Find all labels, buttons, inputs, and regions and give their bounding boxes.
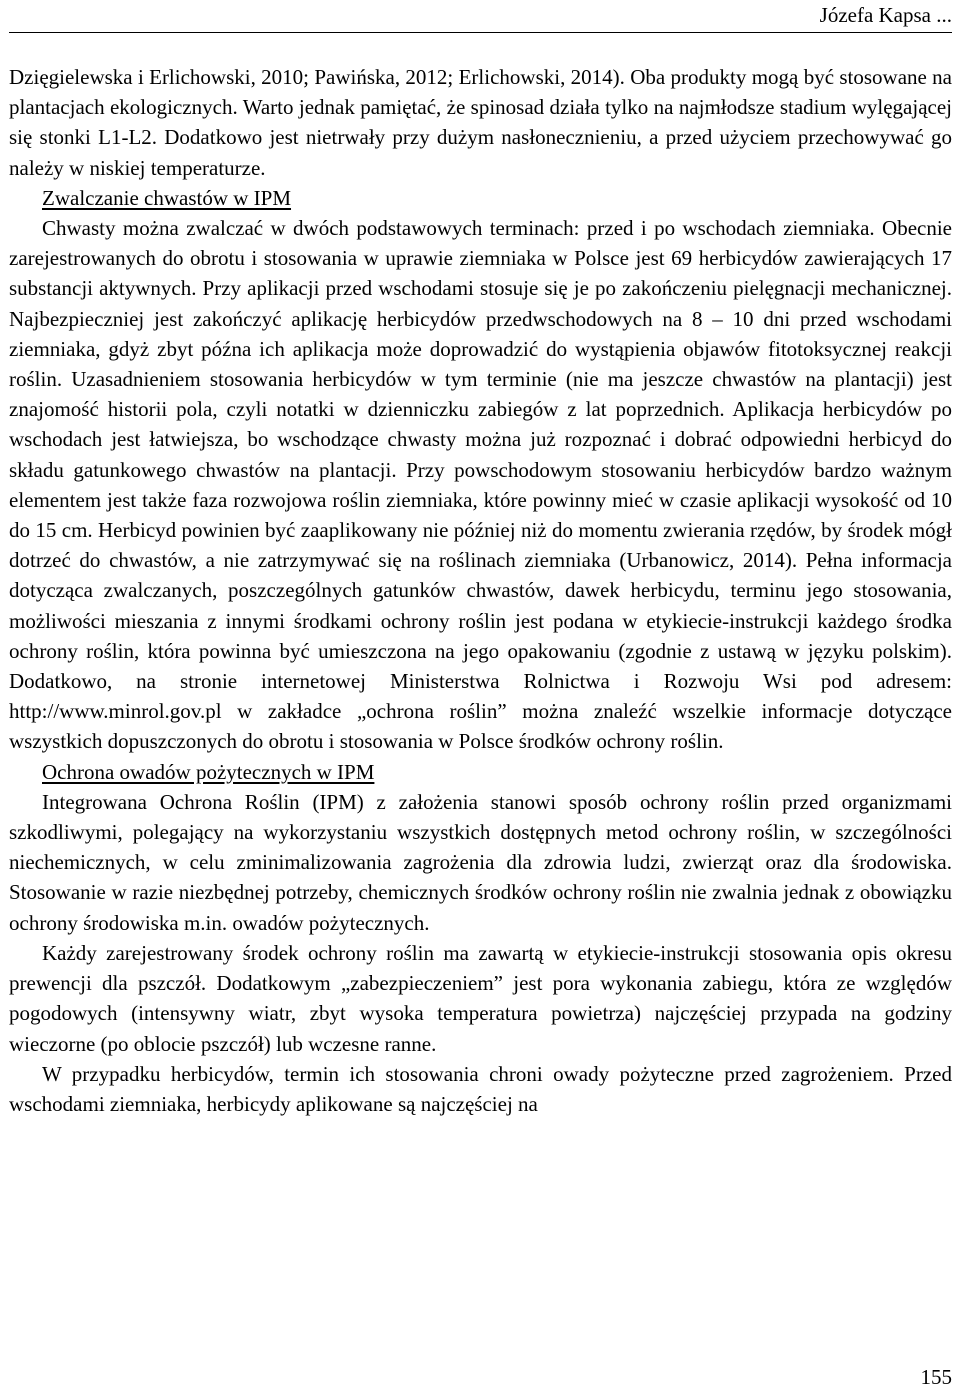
running-header: Józefa Kapsa ... xyxy=(819,3,952,27)
paragraph-weed-control: Chwasty można zwalczać w dwóch podstawowych terminach: przed i po wschodach ziemniaka. Obecnie zarejestrowanych do obrotu i stosowania w uprawie ziemniaka w Polsce jest 69 herbicydów zawierających 17 substancji aktywnych. Przy aplikacji przed wschodami stosuje się je po zakończeniu pielęgnacji mechanicznej. Najbezpieczniej jest zakończyć aplikację herbicydów przedwschodowych na 8 – 10 dni przed wschodami ziemniaka, gdyż zbyt późna ich aplikacja może doprowadzić do wystąpienia objawów fitotoksycznej reakcji roślin. Uzasadnieniem stosowania herbicydów w tym terminie (nie ma jeszcze chwastów na plantacji) jest znajomość historii pola, czyli notatki w dzienniczku zabiegów z lat poprzednich. Aplikacja herbicydów po wschodach jest łatwiejsza, bo wschodzące chwasty można już rozpoznać i dobrać odpowiedni herbicyd do składu gatunkowego chwastów na plantacji. Przy powschodowym stosowaniu herbicydów bardzo ważnym elementem jest także faza rozwojowa roślin ziemniaka, które powinny mieć w czasie aplikacji wysokość od 10 do 15 cm. Herbicyd powinien być zaaplikowany nie później niż do momentu zwierania rzędów, by środek mógł dotrzeć do chwastów, a nie zatrzymywać się na roślinach ziemniaka (Urbanowicz, 2014). Pełna informacja dotycząca zwalczanych, poszczególnych gatunków chwastów, dawek herbicydu, terminu jego stosowania, możliwości mieszania z innymi środkami ochrony roślin jest podana w etykiecie-instrukcji każdego środka ochrony roślin, która powinna być umieszczona na jego opakowaniu (zgodnie z ustawą w języku polskim). Dodatkowo, na stronie internetowej Ministerstwa Rolnictwa i Rozwoju Wsi pod adresem: http://www.minrol.gov.pl w zakładce „ochrona roślin” można znaleźć wszelkie informacje dotyczące wszystkich dopuszczonych do obrotu i stosowania w Polsce środków ochrony roślin. xyxy=(9,216,952,754)
section-heading-label: Ochrona owadów pożytecznych w IPM xyxy=(42,759,375,784)
paragraph-bee-prevention: Każdy zarejestrowany środek ochrony roślin ma zawartą w etykiecie-instrukcji stosowania opis okresu prewencji dla pszczół. Dodatkowym „zabezpieczeniem” jest pora wykonania zabiegu, która ze względów pogodowych (intensywny wiatr, zbyt wysoka temperatura powietrza) najczęściej przypada na godziny wieczorne (po oblocie pszczół) lub wczesne ranne. xyxy=(9,940,952,1056)
paragraph-continuation: Dzięgielewska i Erlichowski, 2010; Pawińska, 2012; Erlichowski, 2014). Oba produkty mogą być stosowane na plantacjach ekologicznych. Warto jednak pamiętać, że spinosad działa tylko na najmłodsze stadium wylęgającej się stonki L1-L2. Dodatkowo jest nietrwały przy dużym nasłonecznieniu, a przed użyciem przechowywać go należy w niskiej temperaturze. xyxy=(9,65,952,180)
section-heading-label: Zwalczanie chwastów w IPM xyxy=(42,185,292,210)
header-rule xyxy=(9,32,952,33)
paragraph-ipm-definition: Integrowana Ochrona Roślin (IPM) z założenia stanowi sposób ochrony roślin przed organizmami szkodliwymi, polegający na wykorzystaniu wszystkich dostępnych metod ochrony roślin, w szczególności niechemicznych, w celu zminimalizowania zagrożenia dla zdrowia ludzi, zwierząt oraz dla środowiska. Stosowanie w razie niezbędnej potrzeby, chemicznych środków ochrony roślin nie zwalnia jednak z obowiązku ochrony środowiska m.in. owadów pożytecznych. xyxy=(9,789,952,935)
body-text xyxy=(9,62,952,1119)
document-page xyxy=(9,0,952,1390)
paragraph-herbicides: W przypadku herbicydów, termin ich stosowania chroni owady pożyteczne przed zagrożeniem. Przed wschodami ziemniaka, herbicydy aplikowane są najczęściej na xyxy=(9,1061,952,1116)
section-heading-weed-control xyxy=(9,183,952,213)
page-number: 155 xyxy=(920,1365,952,1389)
section-heading-beneficial-insects xyxy=(9,757,952,787)
